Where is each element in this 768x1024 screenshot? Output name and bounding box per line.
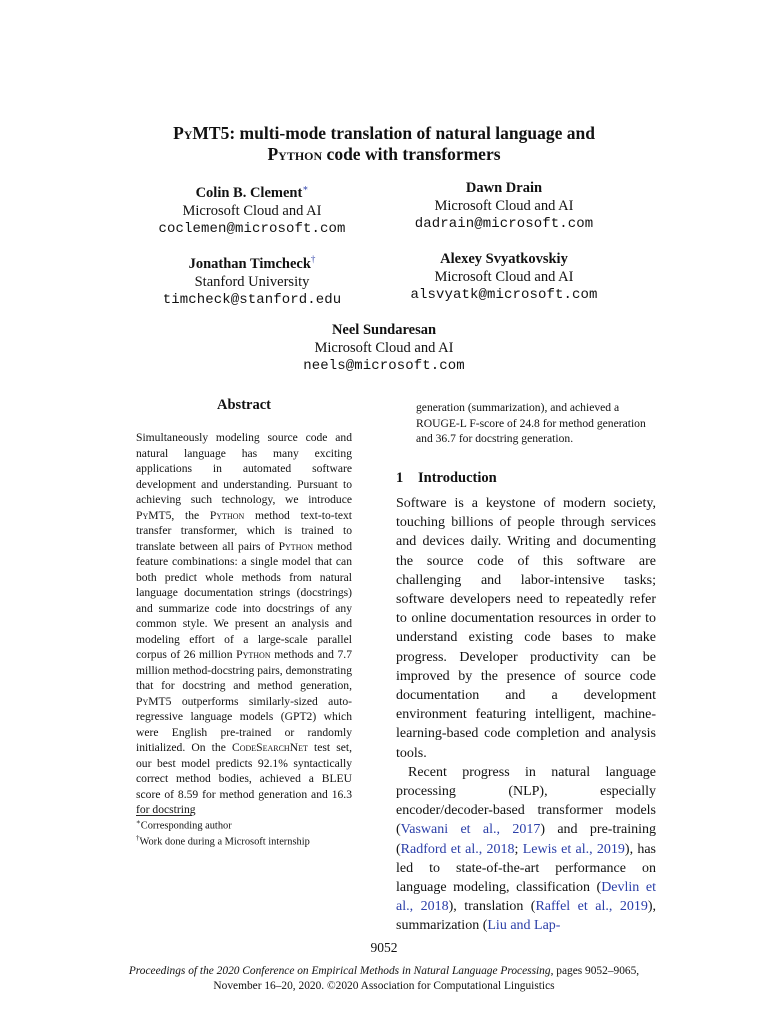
author-name: Neel Sundaresan <box>331 322 437 338</box>
author-name: Alexey Svyatkovskiy <box>440 251 568 267</box>
author-block <box>134 250 370 309</box>
author-email: dadrain@microsoft.com <box>414 216 594 232</box>
author-email: neels@microsoft.com <box>303 358 465 374</box>
abstract-text: Simultaneously modeling source code and natural language has many exciting applications in automated software development and understanding. Pursuant to achieving such technology, we introduce PyMT5, the Python method text-to-text transfer transformer, which is trained to translate between all pairs of Python method feature combinations: a single model that can both predict whole methods from natural language documentation strings (docstrings) and summarize code into docstrings of any common style. We present an analysis and modeling effort of a large-scale parallel corpus of 26 million Python methods and 7.7 million method-docstring pairs, demonstrating that for docstring and method generation, PyMT5 outperforms similarly-sized auto-regressive language models (GPT2) which were English pre-trained or randomly initialized. On the CodeSearchNet test set, our best model predicts 92.1% syntactically correct method bodies, achieved a BLEU score of 8.59 for method generation and 16.3 for docstring <box>136 431 352 816</box>
footnotes <box>136 816 366 849</box>
author-email: coclemen@microsoft.com <box>158 220 346 237</box>
abstract-continuation: generation (summarization), and achieved a ROUGE-L F-score of 24.8 for method generation and 36.7 for docstring generation. <box>416 401 646 445</box>
section-number: 1 <box>396 470 404 486</box>
introduction-body <box>396 494 656 936</box>
author-block <box>264 321 504 375</box>
citation-link[interactable]: Raffel et al., 2019 <box>535 899 648 915</box>
author-name: Jonathan Timcheck <box>188 255 311 272</box>
footnote: ∗Corresponding author <box>136 818 232 832</box>
footnote-mark: ∗ <box>302 183 309 193</box>
author-email: timcheck@stanford.edu <box>162 291 342 308</box>
citation-link[interactable]: Devlin et al., 2018 <box>396 880 656 915</box>
author-block <box>386 250 622 304</box>
footnote: †Work done during a Microsoft internship <box>136 834 310 848</box>
paragraph: Recent progress in natural language processing (NLP), especially encoder/decoder-based transformer models (Vaswani et al., 2017) and pre-training (Radford et al., 2018; Lewis et al., 2019), has led to state-of-the-art performance on language modeling, classification (Devlin et al., 2018), translation (Raffel et al., 2019), summarization (Liu and Lap- <box>396 764 657 934</box>
paragraph: Software is a keystone of modern society, touching billions of people through services and devices daily. Writing and documenting the source code of this software are challenging and labor-intensive tasks; software developers need to repeatedly refer to online documentation resources in order to understand existing code bases to make progress. Developer productivity can be improved by the presence of source code documentation and a development environment featuring intelligent, machine-learning-based code completion and analysis tools. <box>396 496 656 761</box>
author-name: Dawn Drain <box>465 180 543 196</box>
section-title: Introduction <box>418 470 497 486</box>
footnote-mark: † <box>310 254 316 264</box>
author-affiliation: Microsoft Cloud and AI <box>314 340 454 356</box>
page-number: 9052 <box>370 940 398 955</box>
proceedings-footer: Proceedings of the 2020 Conference on Empirical Methods in Natural Language Processing, pages 9052–9065, November 16–20, 2020. ©2020 Association for Computational Linguistics <box>128 965 640 992</box>
author-block <box>386 179 622 233</box>
author-affiliation: Microsoft Cloud and AI <box>434 198 574 214</box>
citation-link[interactable]: Radford et al., 2018 <box>400 841 515 857</box>
abstract-heading: Abstract <box>217 397 271 413</box>
citation-link[interactable]: Vaswani et al., 2017 <box>400 822 541 838</box>
citation-link[interactable]: Lewis et al., 2019 <box>522 841 625 857</box>
author-email: alsvyatk@microsoft.com <box>410 287 598 303</box>
section-heading <box>396 470 497 487</box>
author-affiliation: Stanford University <box>194 273 310 290</box>
author-affiliation: Microsoft Cloud and AI <box>182 202 322 219</box>
author-name: Colin B. Clement <box>195 184 303 201</box>
author-block <box>134 179 370 238</box>
author-affiliation: Microsoft Cloud and AI <box>434 269 574 285</box>
citation-link[interactable]: Liu and Lap- <box>487 918 561 934</box>
paper-title: PyMT5: multi-mode translation of natural language and Python code with transformers <box>173 123 595 164</box>
